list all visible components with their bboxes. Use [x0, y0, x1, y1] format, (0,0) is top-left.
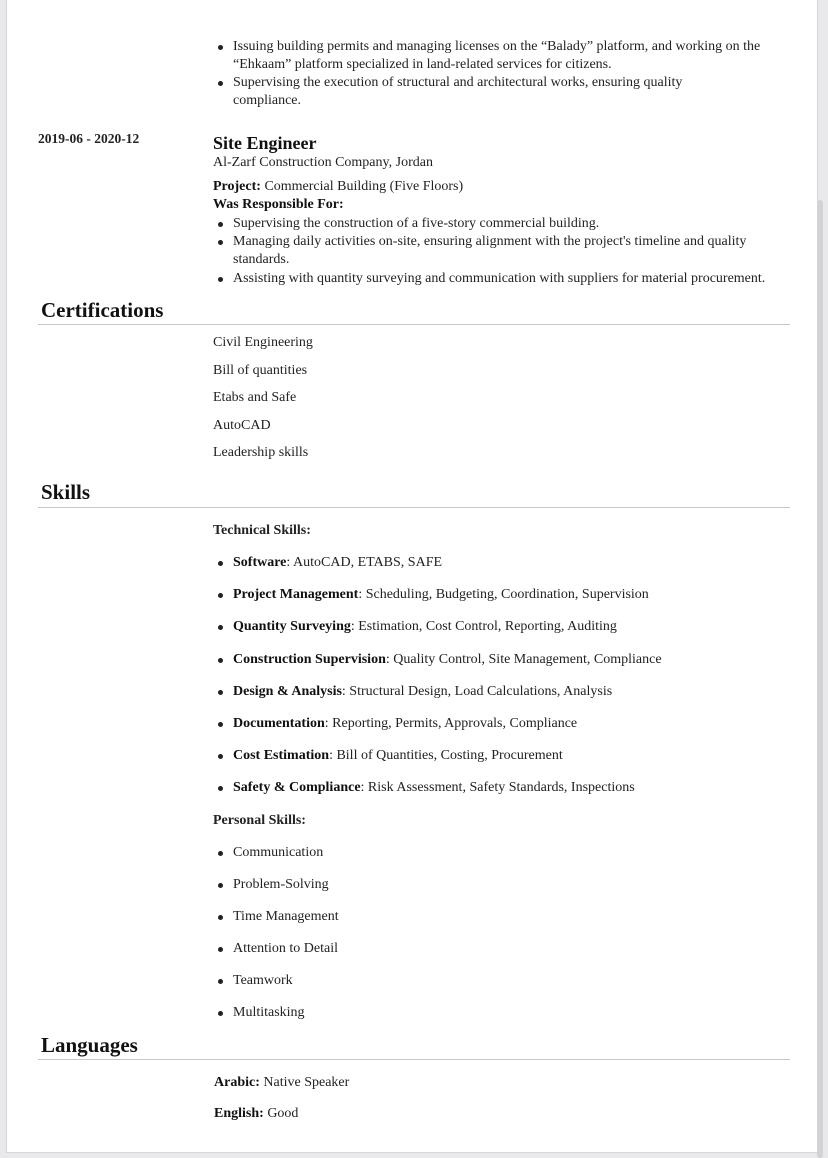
certifications-list	[213, 334, 313, 472]
skill-name: Software	[233, 555, 287, 570]
skill-item	[213, 554, 793, 586]
skill-name: Construction Supervision	[233, 651, 386, 667]
skill-value: : Structural Design, Load Calculations, Analysis	[341, 683, 613, 699]
skill-item	[213, 651, 793, 683]
skill-value: : AutoCAD, ETABS, SAFE	[286, 555, 443, 570]
experience-scroll-area[interactable]	[213, 38, 813, 287]
skill-item: Problem-Solving	[213, 876, 793, 908]
skill-value: : Reporting, Permits, Approvals, Compliance	[324, 715, 578, 731]
certification-item: Leadership skills	[213, 445, 309, 460]
skill-name: Project Management	[233, 587, 359, 603]
divider	[38, 1059, 790, 1060]
skill-value: : Quality Control, Site Management, Compliance	[385, 651, 662, 667]
skill-item	[213, 618, 793, 650]
skill-name: Cost Estimation	[233, 748, 330, 764]
skills-section	[213, 522, 793, 1037]
skill-item: Communication	[213, 844, 793, 876]
skill-item	[213, 779, 793, 811]
list-item: Issuing building permits and managing licenses on the “Balady” platform, and working on the “Ehkaam” platform specialized in land-related services for citizens.	[213, 38, 773, 74]
certification-item: Civil Engineering	[213, 335, 313, 350]
project-label: Project:	[213, 179, 261, 194]
job-bullets	[213, 215, 813, 287]
job-company: Al-Zarf Construction Company, Jordan	[213, 155, 433, 170]
skill-item	[213, 586, 793, 618]
skill-item	[213, 683, 793, 715]
skill-item: Teamwork	[213, 972, 793, 1004]
skill-value: : Estimation, Cost Control, Reporting, Auditing	[350, 619, 617, 635]
language-level: Good	[267, 1106, 299, 1121]
skill-value: : Risk Assessment, Safety Standards, Inspections	[360, 780, 635, 796]
skill-name: Documentation	[233, 715, 325, 731]
skill-name: Quantity Surveying	[233, 619, 351, 635]
certifications-heading: Certifications	[41, 298, 164, 322]
technical-skills-label: Technical Skills:	[213, 523, 311, 538]
responsible-label: Was Responsible For:	[213, 197, 344, 212]
skill-value: : Scheduling, Budgeting, Coordination, Supervision	[358, 587, 649, 603]
skill-item	[213, 715, 793, 747]
skill-name: Design & Analysis	[233, 683, 342, 699]
language-name: English:	[214, 1106, 264, 1121]
language-item	[214, 1105, 349, 1123]
divider	[38, 507, 790, 508]
skill-value: : Bill of Quantities, Costing, Procurement	[329, 748, 563, 764]
language-item	[214, 1074, 349, 1105]
languages-list	[214, 1074, 349, 1123]
skill-name: Safety & Compliance	[233, 780, 361, 796]
skill-item: Time Management	[213, 908, 793, 940]
certification-item: Etabs and Safe	[213, 390, 297, 405]
job-project	[213, 178, 813, 196]
technical-skills-list	[213, 554, 793, 812]
personal-skills-label: Personal Skills:	[213, 812, 306, 828]
skills-heading: Skills	[41, 480, 91, 504]
job-title: Site Engineer	[213, 133, 317, 153]
previous-job-bullets	[213, 38, 773, 110]
job-dates: 2019-06 - 2020-12	[38, 131, 140, 146]
certification-item: Bill of quantities	[213, 362, 308, 378]
language-name: Arabic:	[214, 1075, 260, 1090]
skill-item: Multitasking	[213, 1004, 793, 1036]
skill-item	[213, 747, 793, 779]
project-value: Commercial Building (Five Floors)	[264, 179, 464, 194]
scrollbar[interactable]	[817, 200, 823, 1158]
list-item: Supervising the construction of a five-story commercial building.	[213, 215, 813, 233]
languages-heading: Languages	[41, 1033, 138, 1057]
list-item: Assisting with quantity surveying and communication with suppliers for material procurement.	[213, 270, 813, 287]
list-item: Supervising the execution of structural and architectural works, ensuring quality compliance.	[213, 74, 733, 110]
list-item: Managing daily activities on-site, ensuring alignment with the project's timeline and quality standards.	[213, 233, 798, 269]
certification-item: AutoCAD	[213, 417, 271, 433]
personal-skills-list	[213, 844, 793, 1037]
skill-item: Attention to Detail	[213, 940, 793, 972]
divider	[38, 324, 790, 325]
language-level: Native Speaker	[263, 1075, 350, 1090]
